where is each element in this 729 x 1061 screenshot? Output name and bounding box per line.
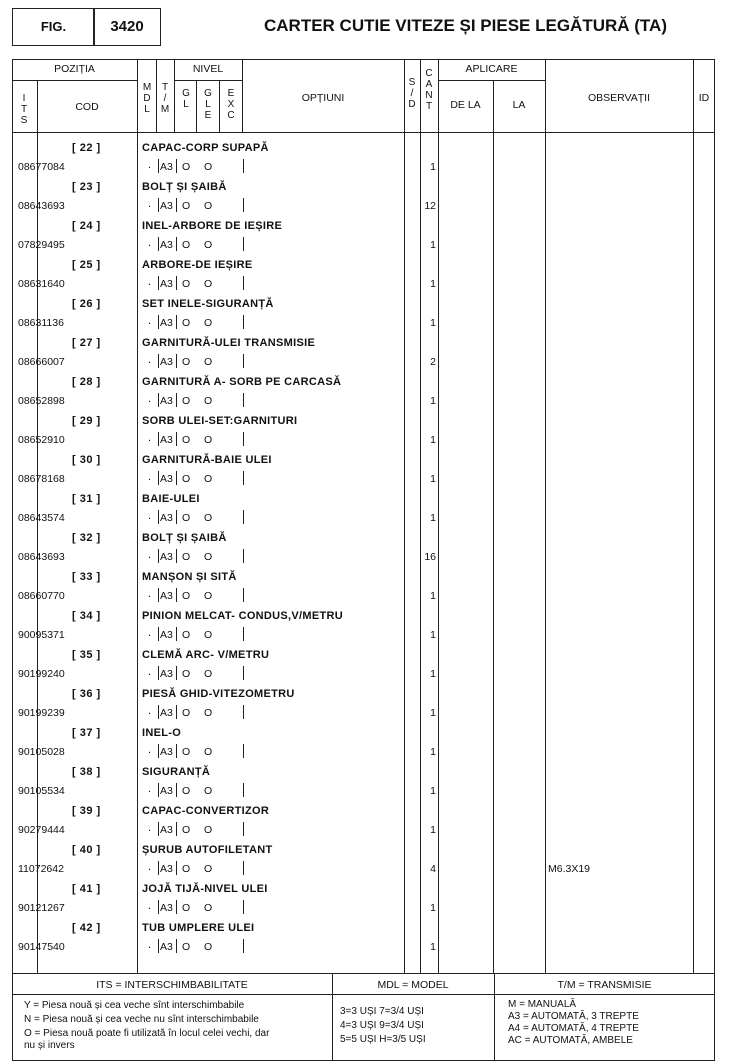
legend-mdl-text: 3=3 UȘI 7=3/4 UȘI 4=3 UȘI 9=3/4 UȘI 5=5 UȘI H=3/5 UȘI [340,1006,426,1045]
row-tick [176,198,177,212]
item-level-gle: O [204,824,213,836]
item-ref: [ 37 ] [72,727,101,739]
row-tick [243,315,244,329]
item-dot: . [148,861,152,873]
item-level-gle: O [204,707,213,719]
item-code: 90105534 [18,785,65,797]
row-tick [243,822,244,836]
col-id: ID [698,92,710,104]
row-tick [158,588,159,602]
item-dot: . [148,705,152,717]
row-tick [243,705,244,719]
item-code: 08677084 [18,161,65,173]
row-tick [158,237,159,251]
item-mdl: A3 [160,941,173,953]
item-mdl: A3 [160,746,173,758]
item-level-gl: O [182,785,191,797]
item-ref: [ 26 ] [72,298,101,310]
col-aplicare: APLICARE [465,63,518,75]
item-dot: . [148,744,152,756]
row-tick [158,471,159,485]
item-level-gle: O [204,590,213,602]
item-level-gl: O [182,590,191,602]
item-level-gle: O [204,551,213,563]
row-tick [158,744,159,758]
col-tm: T / M [160,82,170,115]
row-tick [176,588,177,602]
item-level-gl: O [182,434,191,446]
row-tick [176,783,177,797]
col-nivel: NIVEL [192,63,224,75]
row-tick [243,198,244,212]
item-qty: 1 [430,902,436,914]
item-dot: . [148,198,152,210]
row-tick [158,939,159,953]
item-mdl: A3 [160,512,173,524]
item-name: ȘURUB AUTOFILETANT [142,844,273,856]
item-mdl: A3 [160,473,173,485]
item-ref: [ 36 ] [72,688,101,700]
item-level-gl: O [182,239,191,251]
col-its: I T S [20,93,28,126]
row-tick [243,900,244,914]
item-name: PIESĂ GHID-VITEZOMETRU [142,688,295,700]
item-dot: . [148,393,152,405]
row-tick [176,705,177,719]
row-tick [176,666,177,680]
row-tick [243,432,244,446]
item-dot: . [148,783,152,795]
item-dot: . [148,666,152,678]
item-level-gle: O [204,239,213,251]
item-dot: . [148,549,152,561]
row-tick [158,705,159,719]
item-name: MANȘON ȘI SITĂ [142,571,237,583]
item-ref: [ 25 ] [72,259,101,271]
item-level-gle: O [204,902,213,914]
item-level-gle: O [204,941,213,953]
col-de-la: DE LA [450,99,481,111]
item-ref: [ 40 ] [72,844,101,856]
item-qty: 12 [424,200,436,212]
item-code: 90199239 [18,707,65,719]
item-name: BOLȚ ȘI ȘAIBĂ [142,181,227,193]
row-tick [158,510,159,524]
item-level-gl: O [182,551,191,563]
item-level-gl: O [182,395,191,407]
item-qty: 1 [430,239,436,251]
row-tick [158,354,159,368]
item-code: 07829495 [18,239,65,251]
item-name: CAPAC-CONVERTIZOR [142,805,270,817]
row-tick [176,939,177,953]
row-tick [176,861,177,875]
col-gl: G L [182,88,190,110]
item-name: PINION MELCAT- CONDUS,V/METRU [142,610,343,622]
fig-number: 3420 [110,18,144,35]
item-name: GARNITURĂ-ULEI TRANSMISIE [142,337,316,349]
item-dot: . [148,939,152,951]
row-tick [243,354,244,368]
item-name: TUB UMPLERE ULEI [142,922,255,934]
row-tick [176,744,177,758]
row-tick [176,549,177,563]
item-dot: . [148,588,152,600]
item-code: 08666007 [18,356,65,368]
item-level-gle: O [204,785,213,797]
item-code: 90279444 [18,824,65,836]
row-tick [176,237,177,251]
item-code: 08652910 [18,434,65,446]
item-qty: 1 [430,824,436,836]
item-mdl: A3 [160,434,173,446]
item-ref: [ 32 ] [72,532,101,544]
fig-label: FIG. [40,19,67,34]
item-qty: 1 [430,668,436,680]
col-mdl: M D L [142,82,152,115]
item-code: 90121267 [18,902,65,914]
row-tick [158,861,159,875]
item-mdl: A3 [160,161,173,173]
item-name: CAPAC-CORP SUPAPĂ [142,142,269,154]
col-observatii: OBSERVAȚII [587,92,651,104]
item-level-gle: O [204,278,213,290]
item-qty: 1 [430,785,436,797]
item-code: 11072642 [18,863,64,875]
item-name: BAIE-ULEI [142,493,200,505]
item-qty: 1 [430,161,436,173]
item-qty: 16 [424,551,436,563]
item-mdl: A3 [160,863,173,875]
item-mdl: A3 [160,200,173,212]
row-tick [176,432,177,446]
row-tick [158,315,159,329]
item-mdl: A3 [160,590,173,602]
item-ref: [ 35 ] [72,649,101,661]
item-name: ARBORE-DE IEȘIRE [142,259,253,271]
item-ref: [ 38 ] [72,766,101,778]
item-name: SIGURANȚĂ [142,766,211,778]
item-mdl: A3 [160,902,173,914]
item-code: 08643693 [18,551,65,563]
item-ref: [ 29 ] [72,415,101,427]
item-code: 08631640 [18,278,65,290]
item-level-gle: O [204,629,213,641]
row-tick [158,198,159,212]
item-qty: 4 [430,863,436,875]
col-exc: E X C [227,88,235,121]
parts-table [12,59,715,1061]
item-dot: . [148,315,152,327]
item-level-gl: O [182,746,191,758]
item-code: 90147540 [18,941,65,953]
row-tick [243,588,244,602]
item-code: 90105028 [18,746,65,758]
item-mdl: A3 [160,824,173,836]
item-dot: . [148,471,152,483]
item-dot: . [148,432,152,444]
item-qty: 1 [430,941,436,953]
item-level-gl: O [182,629,191,641]
row-tick [243,549,244,563]
item-name: JOJĂ TIJĂ-NIVEL ULEI [142,883,268,895]
item-code: 08643693 [18,200,65,212]
item-dot: . [148,510,152,522]
item-qty: 1 [430,590,436,602]
item-level-gl: O [182,902,191,914]
item-code: 90199240 [18,668,65,680]
item-code: 08643574 [18,512,65,524]
item-name: SET INELE-SIGURANȚĂ [142,298,274,310]
row-tick [243,276,244,290]
item-qty: 1 [430,278,436,290]
item-dot: . [148,822,152,834]
row-tick [158,627,159,641]
item-ref: [ 27 ] [72,337,101,349]
item-name: INEL-O [142,727,182,739]
item-dot: . [148,627,152,639]
row-tick [176,159,177,173]
item-dot: . [148,900,152,912]
item-level-gl: O [182,512,191,524]
row-tick [176,315,177,329]
item-mdl: A3 [160,278,173,290]
item-code: 08631136 [18,317,64,329]
item-ref: [ 22 ] [72,142,101,154]
item-mdl: A3 [160,551,173,563]
item-code: 90095371 [18,629,65,641]
item-level-gle: O [204,356,213,368]
item-level-gl: O [182,473,191,485]
item-mdl: A3 [160,707,173,719]
item-qty: 1 [430,629,436,641]
row-tick [158,159,159,173]
row-tick [158,900,159,914]
row-tick [158,783,159,797]
row-tick [243,510,244,524]
item-dot: . [148,237,152,249]
item-qty: 1 [430,395,436,407]
col-cant: C A N T [425,68,433,112]
legend-tm-title: T/M = TRANSMISIE [557,979,652,991]
col-cod: COD [75,101,99,113]
row-tick [158,276,159,290]
page-title: CARTER CUTIE VITEZE ȘI PIESE LEGĂTURĂ (TA) [264,16,667,35]
item-ref: [ 33 ] [72,571,101,583]
row-tick [176,393,177,407]
row-tick [158,666,159,680]
item-dot: . [148,354,152,366]
item-level-gl: O [182,863,191,875]
item-ref: [ 39 ] [72,805,101,817]
row-tick [176,900,177,914]
row-tick [158,822,159,836]
item-name: BOLȚ ȘI ȘAIBĂ [142,532,227,544]
item-name: GARNITURĂ-BAIE ULEI [142,454,272,466]
col-la: LA [512,99,526,111]
item-level-gl: O [182,824,191,836]
item-name: INEL-ARBORE DE IEȘIRE [142,220,283,232]
row-tick [176,627,177,641]
item-qty: 1 [430,473,436,485]
row-tick [176,354,177,368]
item-qty: 1 [430,512,436,524]
item-ref: [ 41 ] [72,883,101,895]
item-level-gl: O [182,356,191,368]
item-mdl: A3 [160,629,173,641]
item-qty: 1 [430,707,436,719]
legend-its-text: Y = Piesa nouă și cea veche sînt interschimbabile N = Piesa nouă și cea veche nu sînt interschimbabile O = Piesa nouă poate fi utilizată în locul celei vechi, dar nu și invers [24,1000,270,1051]
item-level-gle: O [204,395,213,407]
row-tick [243,939,244,953]
item-ref: [ 30 ] [72,454,101,466]
item-qty: 1 [430,317,436,329]
item-mdl: A3 [160,395,173,407]
legend-its-title: ITS = INTERSCHIMBABILITATE [96,979,248,991]
row-tick [243,159,244,173]
row-tick [243,393,244,407]
item-name: SORB ULEI-SET:GARNITURI [142,415,298,427]
item-level-gl: O [182,278,191,290]
item-obs: M6.3X19 [548,863,591,875]
item-ref: [ 34 ] [72,610,101,622]
item-ref: [ 28 ] [72,376,101,388]
item-name: CLEMĂ ARC- V/METRU [142,649,270,661]
col-optiuni: OPȚIUNI [301,92,345,104]
item-level-gle: O [204,161,213,173]
item-level-gle: O [204,512,213,524]
item-level-gle: O [204,863,213,875]
row-tick [158,393,159,407]
item-code: 08678168 [18,473,65,485]
col-gle: G L E [204,88,212,121]
item-mdl: A3 [160,239,173,251]
row-tick [176,276,177,290]
row-tick [176,510,177,524]
item-mdl: A3 [160,317,173,329]
item-level-gle: O [204,473,213,485]
legend-tm-text: M = MANUALĂ A3 = AUTOMATĂ, 3 TREPTE A4 = AUTOMATĂ, 4 TREPTE AC = AUTOMATĂ, AMBELE [508,999,639,1046]
item-dot: . [148,159,152,171]
row-tick [243,861,244,875]
item-level-gle: O [204,317,213,329]
item-level-gle: O [204,200,213,212]
row-tick [243,666,244,680]
item-level-gl: O [182,317,191,329]
item-level-gl: O [182,161,191,173]
row-tick [243,744,244,758]
item-level-gl: O [182,668,191,680]
row-tick [243,471,244,485]
item-dot: . [148,276,152,288]
row-tick [176,822,177,836]
row-tick [158,549,159,563]
item-qty: 1 [430,434,436,446]
item-ref: [ 42 ] [72,922,101,934]
item-level-gl: O [182,707,191,719]
item-ref: [ 23 ] [72,181,101,193]
item-mdl: A3 [160,785,173,797]
row-tick [158,432,159,446]
item-qty: 1 [430,746,436,758]
row-tick [176,471,177,485]
item-level-gle: O [204,434,213,446]
item-level-gle: O [204,668,213,680]
col-sd: S / D [408,77,416,110]
row-tick [243,237,244,251]
item-level-gl: O [182,200,191,212]
item-mdl: A3 [160,356,173,368]
item-qty: 2 [430,356,436,368]
item-level-gle: O [204,746,213,758]
item-ref: [ 24 ] [72,220,101,232]
item-ref: [ 31 ] [72,493,101,505]
row-tick [243,627,244,641]
item-mdl: A3 [160,668,173,680]
item-name: GARNITURĂ A- SORB PE CARCASĂ [142,376,342,388]
legend-mdl-title: MDL = MODEL [377,979,449,991]
item-code: 08652898 [18,395,65,407]
col-pozitia: POZIȚIA [54,63,95,75]
item-code: 08660770 [18,590,65,602]
item-level-gl: O [182,941,191,953]
row-tick [243,783,244,797]
